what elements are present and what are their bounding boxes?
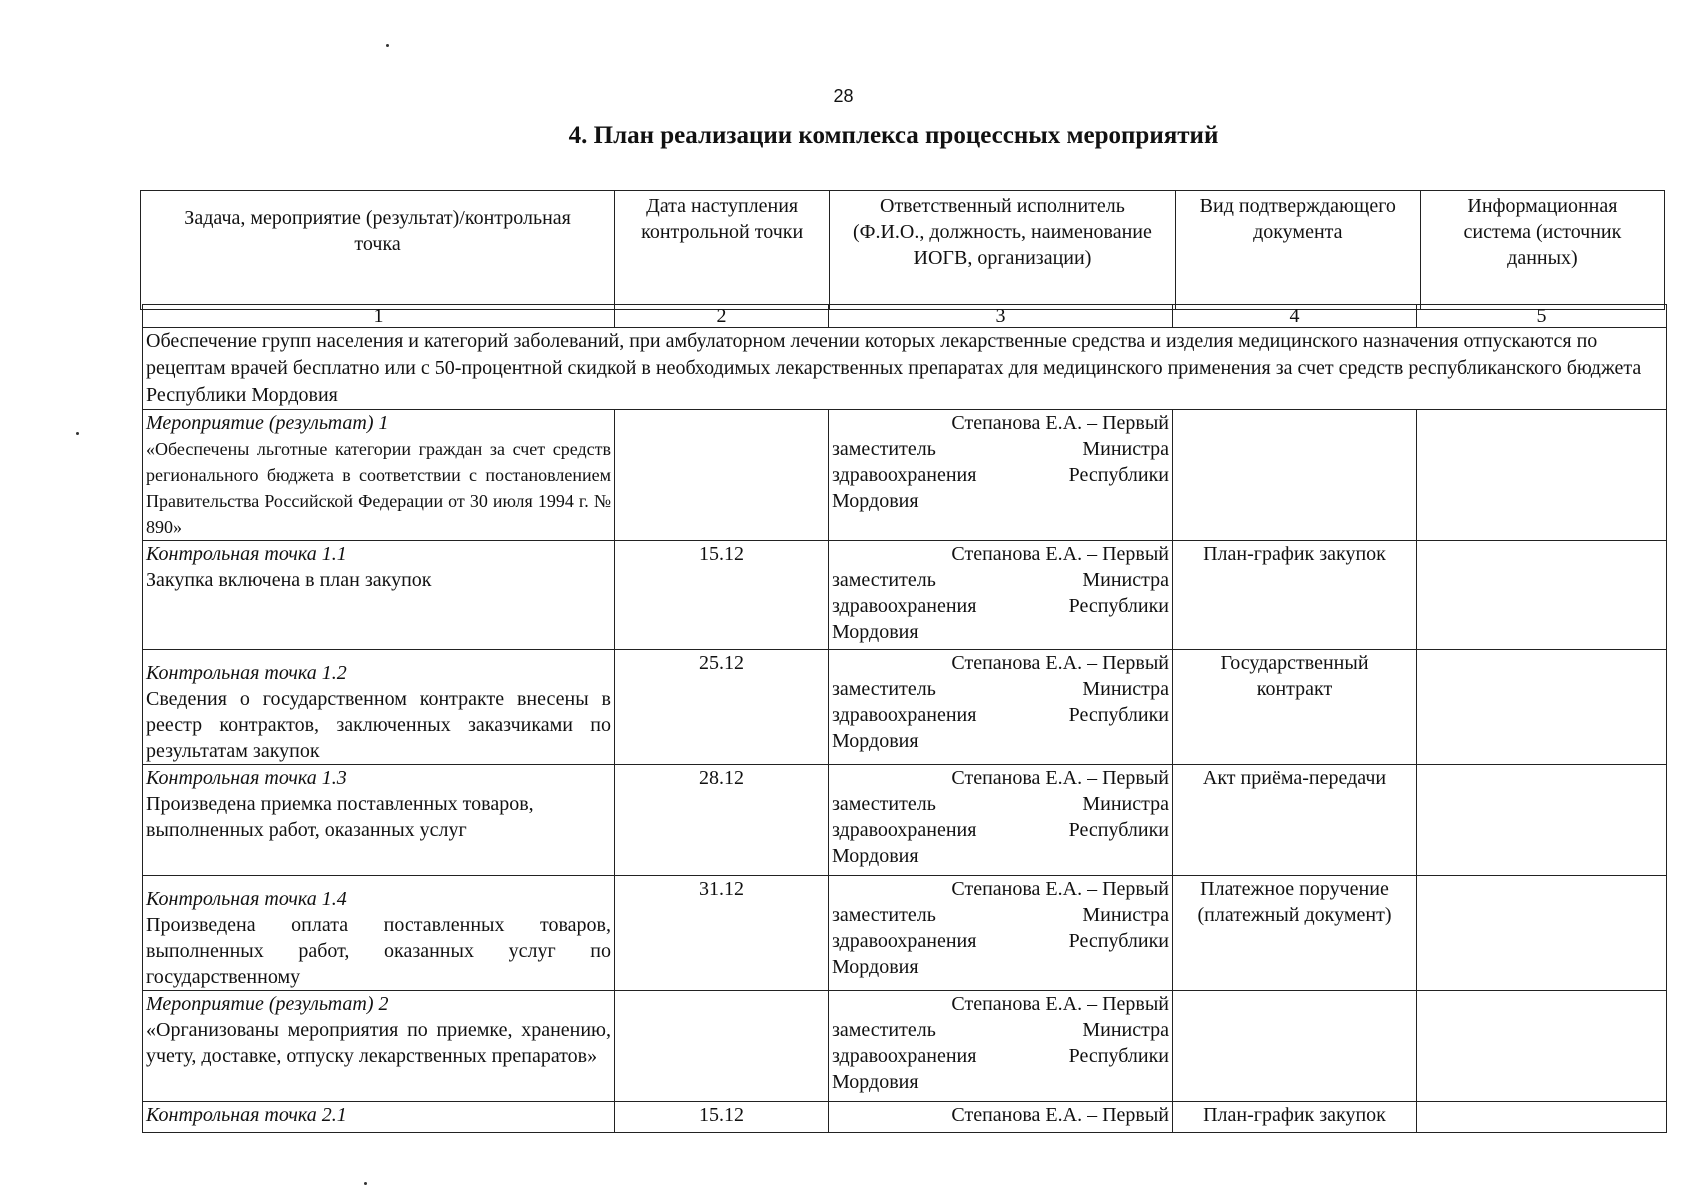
task-cell <box>143 991 615 1102</box>
executor-cell <box>829 1102 1173 1133</box>
executor-line <box>832 702 1169 728</box>
row-text: «Обеспечены льготные категории граждан за счет средств регионального бюджета в соответствии с постановлением Правительства Российской Федерации от 30 июля 1994 г. № 890» <box>146 439 611 537</box>
executor-word: здравоохранения <box>832 464 977 486</box>
date-cell <box>615 410 829 541</box>
document-cell <box>1173 991 1417 1102</box>
row-text: Произведена приемка поставленных товаров, выполненных работ, оказанных услуг <box>146 793 534 841</box>
row-heading: Контрольная точка 1.1 <box>146 543 347 565</box>
row-heading: Контрольная точка 1.3 <box>146 767 347 789</box>
date-cell: 15.12 <box>615 1102 829 1133</box>
task-cell <box>143 765 615 876</box>
document-cell: Акт приёма-передачи <box>1173 765 1417 876</box>
table-header <box>140 190 1665 310</box>
executor-line <box>832 462 1169 488</box>
task-cell <box>143 1102 615 1133</box>
executor-cell <box>829 410 1173 541</box>
executor-word: Республики <box>1068 595 1169 617</box>
document-cell: План-график закупок <box>1173 541 1417 650</box>
header-system: Информационная система (источник данных) <box>1420 191 1664 310</box>
header-executor: Ответственный исполнитель (Ф.И.О., должность, наименование ИОГВ, организации) <box>830 191 1176 310</box>
system-cell <box>1417 410 1667 541</box>
executor-line <box>832 567 1169 593</box>
executor-line: Степанова Е.А. – Первый <box>951 767 1169 789</box>
executor-line <box>832 1017 1169 1043</box>
executor-word: Республики <box>1068 1045 1169 1067</box>
row-heading: Мероприятие (результат) 2 <box>146 993 389 1015</box>
document-cell <box>1173 410 1417 541</box>
col-number: 3 <box>829 305 1173 328</box>
table-row <box>143 765 1667 876</box>
executor-word: здравоохранения <box>832 819 977 841</box>
page-title: 4. План реализации комплекса процессных мероприятий <box>568 122 1219 149</box>
executor-line: Мордовия <box>832 621 919 643</box>
table-row <box>143 876 1667 991</box>
row-text: Закупка включена в план закупок <box>146 569 432 591</box>
row-text: Сведения о государственном контракте внесены в реестр контрактов, заключенных заказчиками по результатам закупок <box>146 688 611 762</box>
executor-word: Министра <box>1082 678 1169 700</box>
executor-word: здравоохранения <box>832 595 977 617</box>
table-row <box>143 1102 1667 1133</box>
document-cell: Государственный контракт <box>1173 650 1417 765</box>
executor-line: Степанова Е.А. – Первый <box>951 1104 1169 1126</box>
scan-speck <box>364 1182 367 1185</box>
col-number: 5 <box>1417 305 1667 328</box>
table-row <box>143 410 1667 541</box>
col-number: 4 <box>1173 305 1417 328</box>
row-heading: Контрольная точка 1.2 <box>146 662 347 684</box>
system-cell <box>1417 876 1667 991</box>
scan-speck <box>76 432 79 435</box>
executor-word: Министра <box>1082 793 1169 815</box>
row-heading: Мероприятие (результат) 1 <box>146 412 389 434</box>
executor-line: Степанова Е.А. – Первый <box>951 543 1169 565</box>
executor-line: Мордовия <box>832 845 919 867</box>
executor-word: здравоохранения <box>832 930 977 952</box>
document-cell: План-график закупок <box>1173 1102 1417 1133</box>
row-text: «Организованы мероприятия по приемке, хранению, учету, доставке, отпуску лекарственных препаратов» <box>146 1019 611 1067</box>
header-document: Вид подтверждающего документа <box>1175 191 1420 310</box>
executor-cell <box>829 541 1173 650</box>
executor-word: здравоохранения <box>832 1045 977 1067</box>
executor-word: Республики <box>1068 819 1169 841</box>
section-row <box>143 328 1667 410</box>
executor-line <box>832 1043 1169 1069</box>
task-cell <box>143 650 615 765</box>
table-row <box>143 650 1667 765</box>
document-cell: Платежное поручение (платежный документ) <box>1173 876 1417 991</box>
executor-line: Степанова Е.А. – Первый <box>951 412 1169 434</box>
executor-line: Мордовия <box>832 490 919 512</box>
executor-line <box>832 436 1169 462</box>
column-numbers-row <box>143 305 1667 328</box>
header-row <box>141 191 1665 310</box>
system-cell <box>1417 765 1667 876</box>
page-number: 28 <box>833 86 854 106</box>
task-cell <box>143 410 615 541</box>
executor-word: заместитель <box>832 904 936 926</box>
table-row <box>143 541 1667 650</box>
executor-line: Степанова Е.А. – Первый <box>951 993 1169 1015</box>
task-cell <box>143 541 615 650</box>
executor-line <box>832 902 1169 928</box>
executor-word: Республики <box>1068 464 1169 486</box>
header-date: Дата наступления контрольной точки <box>615 191 830 310</box>
executor-word: заместитель <box>832 1019 936 1041</box>
plan-table <box>142 304 1667 1133</box>
executor-word: Министра <box>1082 1019 1169 1041</box>
executor-line: Степанова Е.А. – Первый <box>951 652 1169 674</box>
date-cell: 25.12 <box>615 650 829 765</box>
executor-word: заместитель <box>832 438 936 460</box>
executor-word: Министра <box>1082 438 1169 460</box>
executor-word: заместитель <box>832 569 936 591</box>
date-cell <box>615 991 829 1102</box>
executor-word: здравоохранения <box>832 704 977 726</box>
executor-line <box>832 928 1169 954</box>
date-cell: 31.12 <box>615 876 829 991</box>
system-cell <box>1417 541 1667 650</box>
executor-word: заместитель <box>832 678 936 700</box>
row-text: Произведена оплата поставленных товаров, выполненных работ, оказанных услуг по государственному <box>146 914 611 988</box>
executor-word: Министра <box>1082 569 1169 591</box>
executor-line: Мордовия <box>832 1071 919 1093</box>
section-text: Обеспечение групп населения и категорий заболеваний, при амбулаторном лечении которых лекарственные средства и изделия медицинского назначения отпускаются по рецептам врачей бесплатно или с 50-процентной скидкой в необходимых лекарственных препаратах для медицинского применения за счет средств республиканского бюджета Республики Мордовия <box>143 328 1667 410</box>
system-cell <box>1417 991 1667 1102</box>
system-cell <box>1417 650 1667 765</box>
date-cell: 28.12 <box>615 765 829 876</box>
row-heading: Контрольная точка 2.1 <box>146 1104 347 1126</box>
executor-line <box>832 676 1169 702</box>
task-cell <box>143 876 615 991</box>
col-number: 2 <box>615 305 829 328</box>
col-number: 1 <box>143 305 615 328</box>
scan-speck <box>386 44 389 47</box>
header-task: Задача, мероприятие (результат)/контрольная точка <box>141 191 615 310</box>
executor-line <box>832 791 1169 817</box>
row-heading: Контрольная точка 1.4 <box>146 888 347 910</box>
system-cell <box>1417 1102 1667 1133</box>
executor-cell <box>829 876 1173 991</box>
executor-line: Мордовия <box>832 956 919 978</box>
executor-word: заместитель <box>832 793 936 815</box>
executor-line <box>832 817 1169 843</box>
executor-line: Степанова Е.А. – Первый <box>951 878 1169 900</box>
date-cell: 15.12 <box>615 541 829 650</box>
executor-word: Министра <box>1082 904 1169 926</box>
executor-cell <box>829 650 1173 765</box>
executor-cell <box>829 991 1173 1102</box>
executor-line: Мордовия <box>832 730 919 752</box>
executor-word: Республики <box>1068 930 1169 952</box>
executor-word: Республики <box>1068 704 1169 726</box>
executor-cell <box>829 765 1173 876</box>
table-row <box>143 991 1667 1102</box>
executor-line <box>832 593 1169 619</box>
